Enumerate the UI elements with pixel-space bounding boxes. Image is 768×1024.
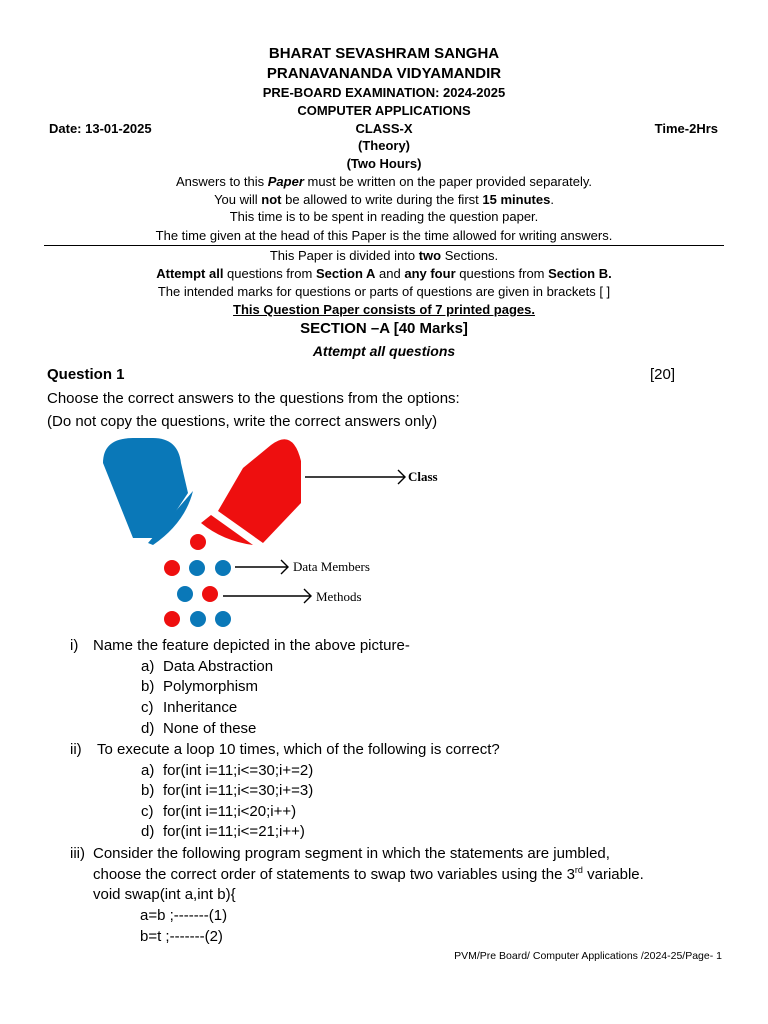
member-dot — [215, 560, 231, 576]
code-line-2: a=b ;-------(1) — [140, 907, 228, 924]
option-1c: c) Inheritance — [141, 699, 238, 716]
question-instruction-2: (Do not copy the questions, write the correct answers only) — [47, 413, 438, 430]
option-1a: a) Data Abstraction — [141, 658, 274, 675]
subquestion-2: ii) To execute a loop 10 times, which of the following is correct? — [70, 741, 500, 758]
member-dot — [190, 534, 206, 550]
instruction-line-8: This Question Paper consists of 7 printed pages. — [233, 302, 535, 317]
subquestion-1: i) Name the feature depicted in the above picture- — [70, 637, 410, 654]
theory-label: (Theory) — [358, 138, 410, 153]
time-label: Time-2Hrs — [654, 121, 718, 136]
instruction-line-7: The intended marks for questions or parts of questions are given in brackets [ ] — [157, 284, 611, 299]
method-dot — [202, 586, 218, 602]
exam-date: Date: 13-01-2025 — [49, 121, 152, 136]
data-members-label: Data Members — [293, 559, 370, 574]
instruction-line-2: You will not be allowed to write during the first 15 minutes. — [214, 192, 554, 207]
method-dot — [215, 611, 231, 627]
section-title: SECTION –A [40 Marks] — [300, 320, 468, 337]
section-subtitle: Attempt all questions — [312, 343, 456, 359]
instruction-line-1: Answers to this Paper must be written on the paper provided separately. — [176, 174, 592, 189]
question-instruction-1: Choose the correct answers to the questions from the options: — [47, 390, 460, 407]
method-dot — [177, 586, 193, 602]
option-2c: c) for(int i=11;i<20;i++) — [141, 803, 297, 820]
class-label: CLASS-X — [355, 121, 413, 136]
duration-label: (Two Hours) — [346, 156, 422, 171]
methods-label: Methods — [316, 589, 362, 604]
code-line-1: void swap(int a,int b){ — [93, 886, 236, 903]
capsule-diagram — [93, 433, 453, 633]
instruction-line-3: This time is to be spent in reading the question paper. — [229, 209, 539, 224]
class-label: Class — [408, 469, 438, 484]
page-footer: PVM/Pre Board/ Computer Applications /2024-25/Page- 1 — [454, 950, 722, 962]
exam-title: PRE-BOARD EXAMINATION: 2024-2025 — [262, 85, 506, 100]
member-dot — [189, 560, 205, 576]
question-marks: [20] — [650, 366, 676, 383]
instruction-line-5: This Paper is divided into two Sections. — [269, 248, 499, 263]
subquestion-3: iii) Consider the following program segment in which the statements are jumbled, — [70, 845, 610, 862]
option-2a: a) for(int i=11;i<=30;i+=2) — [141, 762, 314, 779]
school-name: BHARAT SEVASHRAM SANGHA — [268, 45, 500, 62]
question-label: Question 1 — [47, 366, 125, 383]
option-1d: d) None of these — [141, 720, 257, 737]
school-subname: PRANAVANANDA VIDYAMANDIR — [266, 65, 502, 82]
red-capsule-half — [201, 439, 301, 545]
member-dot — [164, 560, 180, 576]
code-line-3: b=t ;-------(2) — [140, 928, 223, 945]
option-2b: b) for(int i=11;i<=30;i+=3) — [141, 782, 314, 799]
instruction-line-6: Attempt all questions from Section A and any four questions from Section B. — [156, 266, 612, 281]
option-2d: d) for(int i=11;i<=21;i++) — [141, 823, 305, 840]
divider — [44, 245, 724, 246]
option-1b: b) Polymorphism — [141, 678, 259, 695]
method-dot — [164, 611, 180, 627]
blue-capsule-half — [103, 438, 193, 545]
subject-title: COMPUTER APPLICATIONS — [297, 103, 471, 118]
instruction-line-4: The time given at the head of this Paper is the time allowed for writing answers. — [155, 228, 613, 243]
encapsulation-figure — [93, 433, 453, 633]
method-dot — [190, 611, 206, 627]
subquestion-3-line-2: choose the correct order of statements to swap two variables using the 3rd variable. — [93, 865, 644, 883]
